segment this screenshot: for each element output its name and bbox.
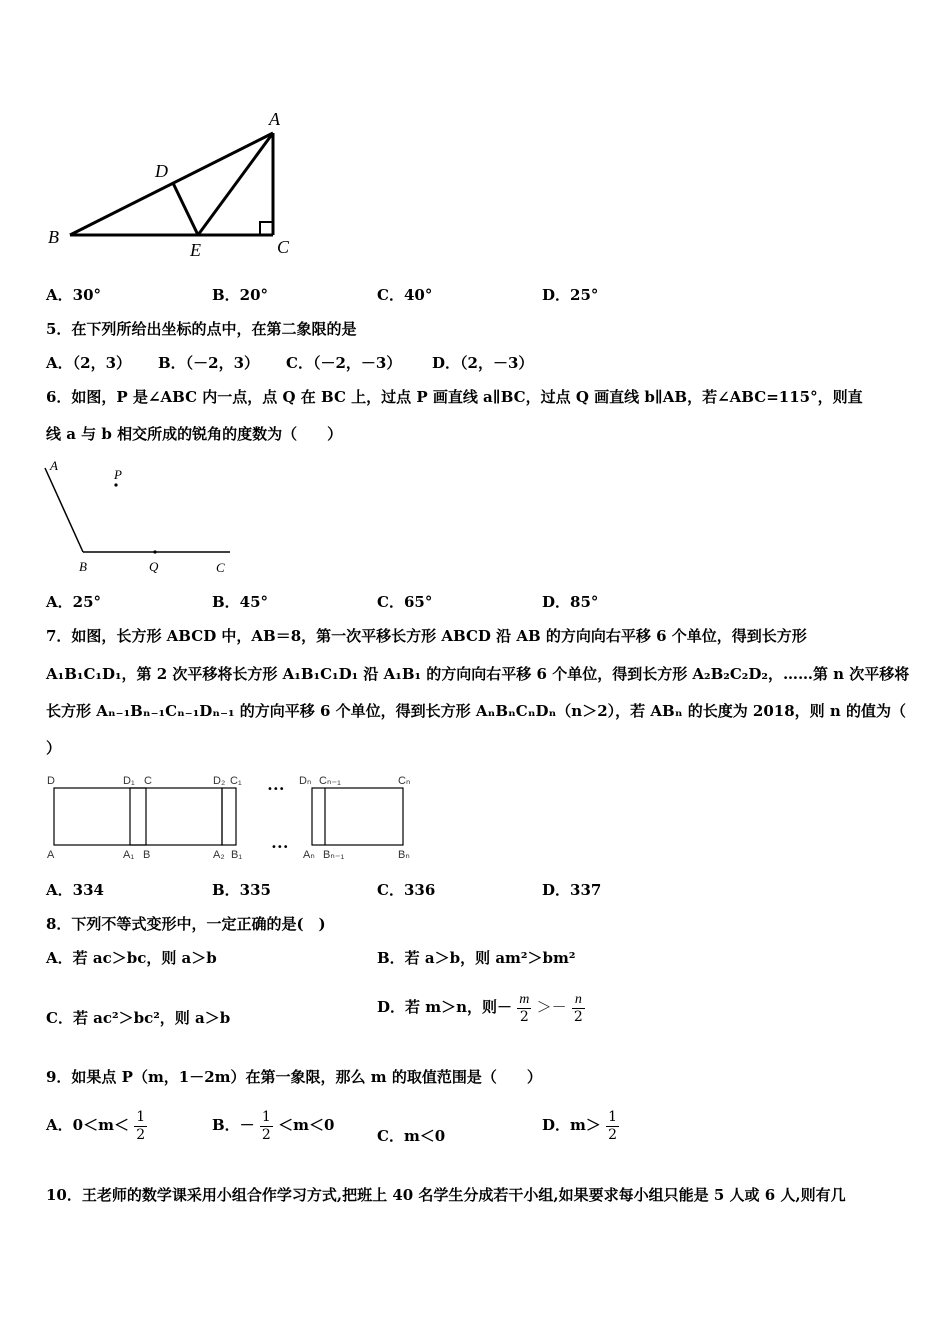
fraction-denominator: 2: [608, 1126, 618, 1143]
q10-stem: 10．王老师的数学课采用小组合作学习方式,把班上 40 名学生分成若干小组,如果要求每小组只能是 5 人或 6 人,则有几: [46, 1186, 846, 1204]
q7-top-label: D₂: [213, 775, 226, 787]
fraction-denominator: 2: [519, 1008, 529, 1025]
q9-option-b-suffix: ＜m＜0: [278, 1116, 335, 1134]
q8-stem: 8．下列不等式变形中，一定正确的是( ): [46, 915, 326, 933]
q7-top-label: D: [47, 775, 55, 787]
q7-bottom-label: Bₙ₋₁: [323, 849, 345, 861]
q5-stem: 5．在下列所给出坐标的点中，在第二象限的是: [46, 320, 357, 338]
q4-option-d: D．25°: [542, 286, 599, 304]
q7-top-label: C₁: [230, 775, 242, 787]
q6-stem-line1: 6．如图，P 是∠ABC 内一点，点 Q 在 BC 上，过点 P 画直线 a∥BC，过点 Q 画直线 b∥AB，若∠ABC=115°，则直: [46, 388, 863, 406]
q7-option-b: B．335: [212, 881, 271, 899]
q7-option-a: A．334: [46, 881, 104, 899]
q6-label-p: P: [114, 467, 122, 482]
q4-label-d: D: [155, 161, 168, 181]
q5-option-c: C．（－2，－3）: [286, 354, 402, 372]
q9-option-d-prefix: D．m＞: [542, 1116, 601, 1134]
q6-label-a: A: [50, 458, 58, 473]
q4-option-a: A．30°: [46, 286, 102, 304]
q9-option-a-prefix: A．0＜m＜: [46, 1116, 129, 1134]
q6-option-b: B．45°: [212, 593, 269, 611]
q9-option-d: [542, 1103, 619, 1147]
q7-top-label: Cₙ: [398, 775, 411, 787]
fraction-numerator: 1: [261, 1108, 271, 1125]
q6-option-a: A．25°: [46, 593, 102, 611]
q4-label-a: A: [269, 109, 280, 129]
q7-bottom-label: Aₙ: [303, 849, 315, 861]
fraction-numerator: m: [519, 991, 530, 1007]
q9-stem: 9．如果点 P（m，1－2m）在第一象限，那么 m 的取值范围是（ ）: [46, 1068, 542, 1086]
q5-option-d: D．（2，－3）: [432, 354, 534, 372]
fraction: [572, 991, 585, 1026]
q8-option-d-prefix: D．若 m＞n，则－: [377, 998, 513, 1016]
q5-option-b: B．（－2，3）: [158, 354, 260, 372]
q6-option-c: C．65°: [377, 593, 433, 611]
q6-label-b: B: [79, 559, 87, 574]
q7-bottom-label: Bₙ: [398, 849, 410, 861]
q7-stem-line4: ）: [46, 739, 62, 757]
fraction-denominator: 2: [573, 1008, 583, 1025]
q9-option-b-prefix: B．－: [212, 1116, 255, 1134]
fraction-denominator: 2: [136, 1126, 146, 1143]
q4-option-c: C．40°: [377, 286, 433, 304]
q7-top-label: C: [144, 775, 152, 787]
q7-top-label: D₁: [123, 775, 135, 787]
q9-option-c: C．m＜0: [377, 1127, 446, 1145]
q7-stem-line2: A₁B₁C₁D₁，第 2 次平移将长方形 A₁B₁C₁D₁ 沿 A₁B₁ 的方向向右平移 6 个单位，得到长方形 A₂B₂C₂D₂，……第 n 次平移将: [46, 665, 910, 683]
fraction: [517, 991, 531, 1026]
q7-top-label: Cₙ₋₁: [319, 775, 341, 787]
fraction: [606, 1109, 619, 1144]
q7-ellipsis-bottom: •••: [271, 842, 289, 853]
fraction-denominator: 2: [261, 1126, 271, 1143]
q5-option-a: A．（2，3）: [46, 354, 132, 372]
q7-top-label: Dₙ: [299, 775, 312, 787]
q7-bottom-label: B: [143, 849, 151, 861]
q4-label-c: C: [277, 237, 290, 257]
fraction-numerator: 1: [608, 1108, 618, 1125]
q7-bottom-label: A: [47, 849, 55, 861]
q7-option-c: C．336: [377, 881, 436, 899]
q6-label-q: Q: [149, 559, 159, 574]
q7-figure: [40, 768, 430, 868]
q7-option-d: D．337: [542, 881, 602, 899]
q8-option-c: C．若 ac²＞bc²，则 a＞b: [46, 1009, 231, 1027]
q6-figure: [40, 455, 250, 580]
q7-stem-line3: 长方形 Aₙ₋₁Bₙ₋₁Cₙ₋₁Dₙ₋₁ 的方向平移 6 个单位，得到长方形 AₙBₙCₙDₙ（n＞2），若 ABₙ 的长度为 2018，则 n 的值为（: [46, 702, 907, 720]
q6-label-c: C: [216, 560, 225, 575]
q4-label-b: B: [48, 227, 59, 247]
q4-label-e: E: [190, 240, 201, 260]
q7-bottom-label: B₁: [231, 849, 243, 861]
q8-option-b: B．若 a＞b，则 am²＞bm²: [377, 949, 576, 967]
q9-option-a: [46, 1103, 147, 1147]
q8-option-a: A．若 ac＞bc，则 a＞b: [46, 949, 217, 967]
fraction: [134, 1109, 147, 1144]
q6-stem-line2: 线 a 与 b 相交所成的锐角的度数为（ ）: [46, 425, 343, 443]
q4-figure: [40, 105, 310, 265]
fraction-numerator: 1: [136, 1108, 146, 1125]
q9-option-b: [212, 1103, 334, 1147]
q7-ellipsis-top: •••: [267, 784, 285, 795]
q8-option-d-mid: ＞－: [536, 998, 567, 1016]
q7-bottom-label: A₁: [123, 849, 135, 861]
fraction-numerator: n: [572, 991, 585, 1009]
q4-option-b: B．20°: [212, 286, 269, 304]
q7-stem-line1: 7．如图，长方形 ABCD 中，AB＝8，第一次平移长方形 ABCD 沿 AB 的方向向右平移 6 个单位，得到长方形: [46, 627, 807, 645]
fraction: [260, 1109, 273, 1144]
q7-bottom-label: A₂: [213, 849, 225, 861]
q6-option-d: D．85°: [542, 593, 599, 611]
q8-option-d: [377, 985, 585, 1029]
